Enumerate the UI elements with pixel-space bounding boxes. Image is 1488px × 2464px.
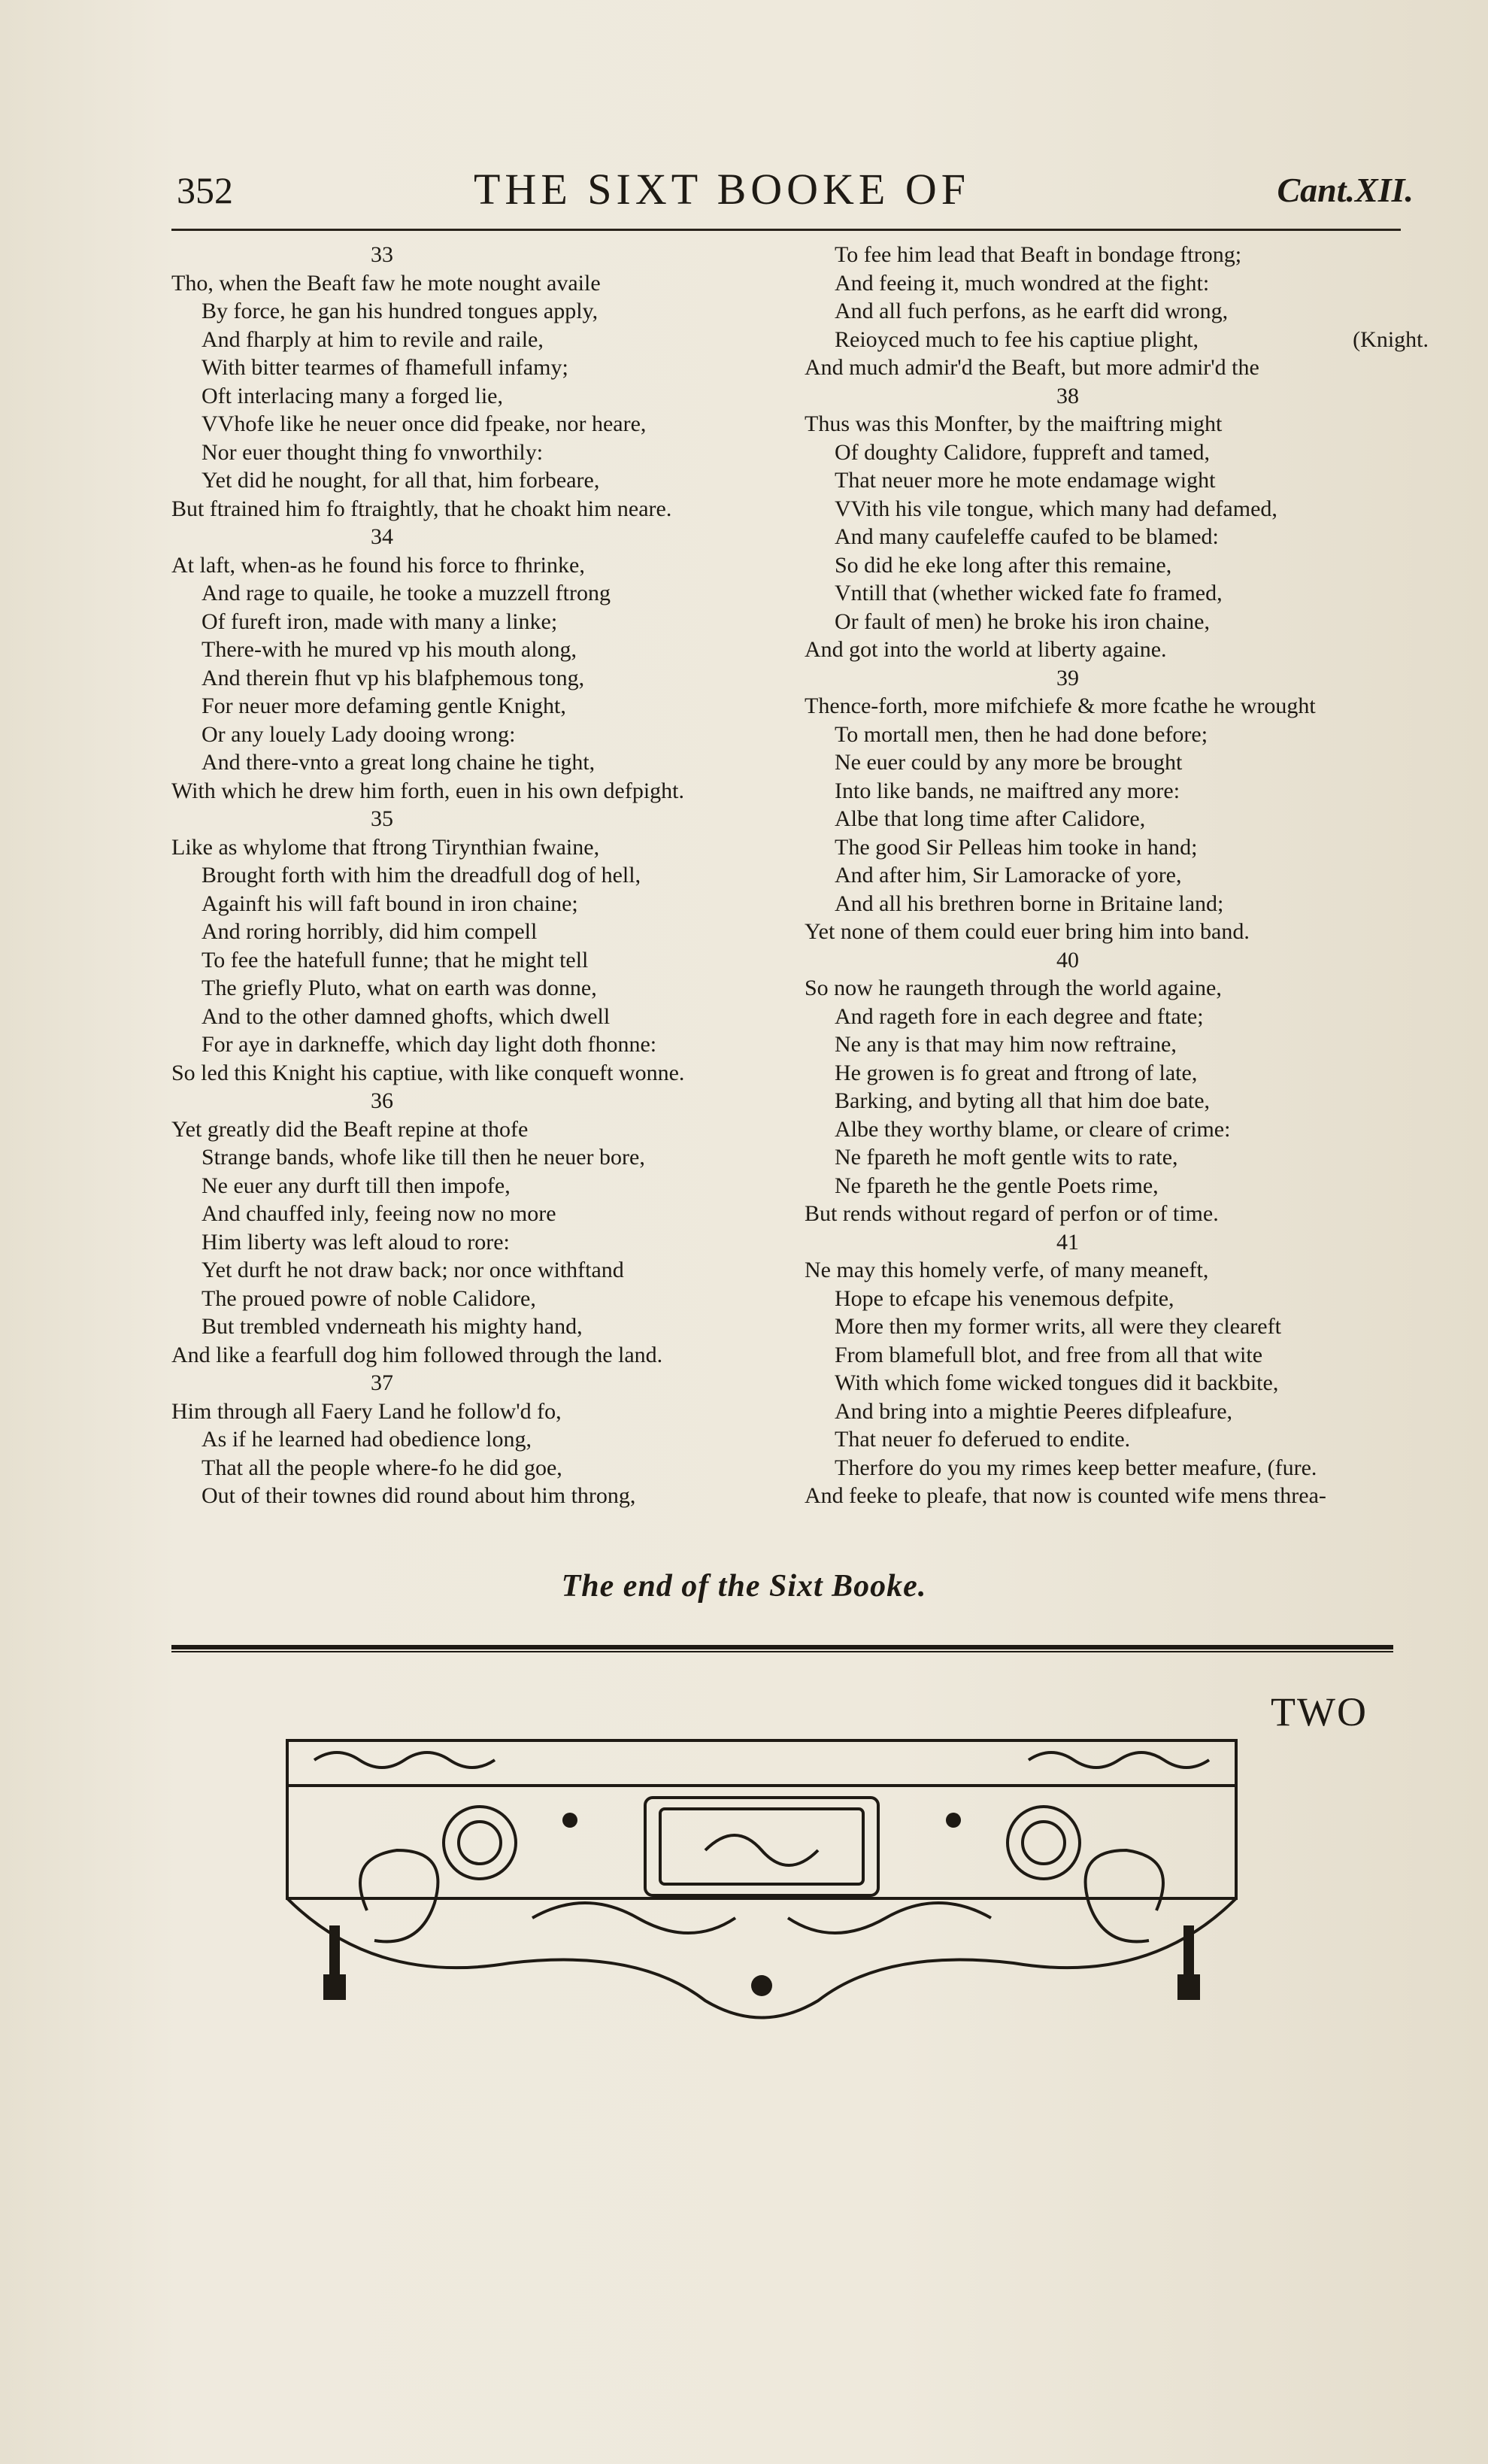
verse-line: And all fuch perfons, as he earft did wrong,: [835, 299, 1229, 323]
verse-line: And rageth fore in each degree and ftate;: [835, 1003, 1204, 1029]
header-rule: [171, 229, 1401, 231]
verse-line: By force, he gan his hundred tongues apply,: [202, 299, 599, 323]
verse-line: And much admir'd the Beaft, but more admir'd the: [805, 355, 1259, 380]
verse-line: And many caufeleffe caufed to be blamed:: [835, 524, 1219, 549]
stanza-number: 35: [371, 806, 393, 831]
verse-line: Tho, when the Beaft faw he mote nought availe: [171, 270, 601, 296]
verse-line: And to the other damned ghofts, which dwell: [202, 1003, 611, 1029]
verse-line: But rends without regard of perfon or of time.: [805, 1201, 1219, 1226]
verse-line: Barking, and byting all that him doe bate,: [835, 1088, 1211, 1113]
verse-line: Ne euer any durft till then impofe,: [202, 1173, 511, 1198]
verse-line: VVith his vile tongue, which many had defamed,: [835, 496, 1277, 521]
verse-line: Brought forth with him the dreadfull dog of hell,: [202, 863, 641, 888]
verse-line: And all his brethren borne in Britaine land;: [835, 891, 1224, 916]
verse-line: And fharply at him to revile and raile,: [202, 326, 544, 352]
verse-line: With which he drew him forth, euen in his own defpight.: [171, 778, 684, 803]
stanza-number: 37: [371, 1370, 393, 1395]
verse-line: With which fome wicked tongues did it backbite,: [835, 1370, 1279, 1395]
right-column: [805, 241, 1429, 1510]
ornament-frame-top: [287, 1740, 1236, 1786]
page-number: 352: [177, 169, 233, 211]
verse-line: And feeing it, much wondred at the fight:: [835, 270, 1210, 296]
verse-line: Or fault of men) he broke his iron chaine,: [835, 608, 1210, 634]
verse-line: And like a fearfull dog him followed through the land.: [171, 1342, 663, 1367]
verse-line: Yet greatly did the Beaft repine at thofe: [171, 1116, 529, 1142]
stanza-number: 41: [1056, 1229, 1079, 1255]
ornament-right-rosette: [1008, 1807, 1080, 1879]
verse-line: To mortall men, then he had done before;: [835, 721, 1208, 747]
ornament-left-tassel: [329, 1925, 340, 1978]
verse-line: Of doughty Calidore, fuppreft and tamed,: [835, 439, 1211, 465]
running-title: THE SIXT BOOKE OF: [474, 165, 970, 214]
verse-line: Thence-forth, more mifchiefe & more fcathe he wrought: [805, 693, 1316, 718]
page-header: [165, 164, 1414, 217]
verse-line: Him liberty was left aloud to rore:: [202, 1229, 510, 1255]
verse-line: For aye in darkneffe, which day light doth fhonne:: [202, 1032, 657, 1057]
verse-line: But ftrained him fo ftraightly, that he choakt him neare.: [171, 496, 672, 521]
verse-line: Hope to efcape his venemous defpite,: [835, 1285, 1174, 1311]
verse-line: And roring horribly, did him compell: [202, 919, 538, 944]
verse-line-text: Reioyced much to fee his captiue plight,: [835, 326, 1199, 352]
ornament-right-scroll: [1086, 1850, 1163, 1941]
canto-label: Cant.XII.: [1277, 171, 1414, 209]
verse-line: That all the people where-fo he did goe,: [202, 1455, 562, 1480]
verse-line: That neuer more he mote endamage wight: [835, 468, 1216, 493]
stanza-number: 33: [371, 242, 393, 267]
verse-line: Vntill that (whether wicked fate fo framed,: [835, 581, 1223, 605]
verse-line: The good Sir Pelleas him tooke in hand;: [835, 834, 1198, 860]
verse-line: Or any louely Lady dooing wrong:: [202, 721, 516, 747]
end-rule: [171, 1645, 1393, 1649]
verse-line: Of fureft iron, made with many a linke;: [202, 608, 558, 634]
verse-line: Him through all Faery Land he follow'd fo,: [171, 1398, 562, 1424]
ornament-left-scroll: [360, 1850, 438, 1941]
verse-line: He growen is fo great and ftrong of late,: [835, 1060, 1198, 1085]
verse-line: VVhofe like he neuer once did fpeake, nor heare,: [202, 411, 647, 436]
verse-line: To fee the hatefull funne; that he might tell: [202, 947, 589, 973]
ornament-center-panel: [645, 1798, 878, 1895]
verse-line: So led this Knight his captiue, with like conqueft wonne.: [171, 1060, 685, 1085]
catchword: TWO: [1271, 1689, 1368, 1734]
verse-line: And bring into a mightie Peeres difpleafure,: [835, 1398, 1233, 1424]
verse-line: And rage to quaile, he tooke a muzzell ftrong: [202, 581, 611, 605]
ornament-right-tassel: [1183, 1925, 1194, 1978]
verse-line: As if he learned had obedience long,: [202, 1427, 532, 1452]
verse-line: Ne euer could by any more be brought: [835, 750, 1183, 775]
woodcut-ornament: [284, 1737, 1239, 2031]
verse-line: The griefly Pluto, what on earth was donne,: [202, 976, 597, 1000]
stanza-number: 39: [1056, 665, 1079, 690]
ornament-frame-middle: [287, 1786, 1236, 1898]
verse-line: Out of their townes did round about him throng,: [202, 1483, 636, 1508]
stanza-number: 40: [1056, 947, 1079, 973]
verse-line: Againft his will faft bound in iron chaine;: [202, 891, 578, 916]
verse-line: And got into the world at liberty againe.: [805, 637, 1167, 662]
verse-line: Ne may this homely verfe, of many meaneft,: [805, 1258, 1209, 1282]
verse-line: Albe they worthy blame, or cleare of crime:: [835, 1116, 1231, 1142]
verse-line: So now he raungeth through the world againe,: [805, 976, 1222, 1000]
verse-line: And therein fhut vp his blafphemous tong,: [202, 665, 585, 690]
verse-line: Into like bands, ne maiftred any more:: [835, 778, 1180, 803]
verse-line: At laft, when-as he found his force to fhrinke,: [171, 552, 585, 578]
stanza-number: 34: [371, 524, 393, 549]
verse-line: Thus was this Monfter, by the maiftring might: [805, 411, 1223, 436]
verse-line: And feeke to pleafe, that now is counted wife mens threa-: [805, 1483, 1326, 1508]
stanza-number: 36: [371, 1088, 393, 1113]
verse-line: To fee him lead that Beaft in bondage ftrong;: [835, 242, 1242, 267]
verse-turnover: (Knight.: [1353, 326, 1429, 352]
verse-line: Albe that long time after Calidore,: [835, 806, 1146, 831]
verse-line: That neuer fo deferued to endite.: [835, 1427, 1131, 1452]
left-column: [171, 241, 788, 1510]
verse-line: The proued powre of noble Calidore,: [202, 1285, 536, 1311]
verse-line: Yet durft he not draw back; nor once withftand: [202, 1258, 624, 1282]
verse-line: And after him, Sir Lamoracke of yore,: [835, 863, 1182, 888]
stanza-number: 38: [1056, 383, 1079, 408]
verse-line: But trembled vnderneath his mighty hand,: [202, 1314, 583, 1339]
verse-line: With bitter tearmes of fhamefull infamy;: [202, 355, 568, 380]
end-rule-thin: [171, 1651, 1393, 1652]
verse-line: And chauffed inly, feeing now no more: [202, 1201, 556, 1226]
ornament-left-rosette: [444, 1807, 516, 1879]
verse-line: From blamefull blot, and free from all that wite: [835, 1342, 1263, 1367]
verse-line: For neuer more defaming gentle Knight,: [202, 693, 566, 718]
verse-line: Ne any is that may him now reftraine,: [835, 1032, 1177, 1057]
verse-line: Ne fpareth he moft gentle wits to rate,: [835, 1145, 1178, 1170]
verse-line: So did he eke long after this remaine,: [835, 552, 1172, 578]
verse-line: [805, 326, 1429, 354]
verse-line: Like as whylome that ftrong Tirynthian fwaine,: [171, 834, 600, 860]
verse-line: Oft interlacing many a forged lie,: [202, 383, 503, 408]
verse-line: And there-vnto a great long chaine he tight,: [202, 750, 596, 775]
verse-line: Therfore do you my rimes keep better meafure, (fure.: [835, 1455, 1317, 1480]
verse-line: Ne fpareth he the gentle Poets rime,: [835, 1173, 1159, 1198]
verse-line: Yet did he nought, for all that, him forbeare,: [202, 468, 600, 493]
verse-line: Strange bands, whofe like till then he neuer bore,: [202, 1145, 645, 1170]
verse-line: There-with he mured vp his mouth along,: [202, 637, 577, 662]
book-end-line: The end of the Sixt Booke.: [561, 1569, 927, 1604]
verse-line: Nor euer thought thing fo vnworthily:: [202, 439, 544, 465]
verse-line: Yet none of them could euer bring him into band.: [805, 919, 1250, 944]
verse-line: More then my former writs, all were they cleareft: [835, 1314, 1281, 1339]
